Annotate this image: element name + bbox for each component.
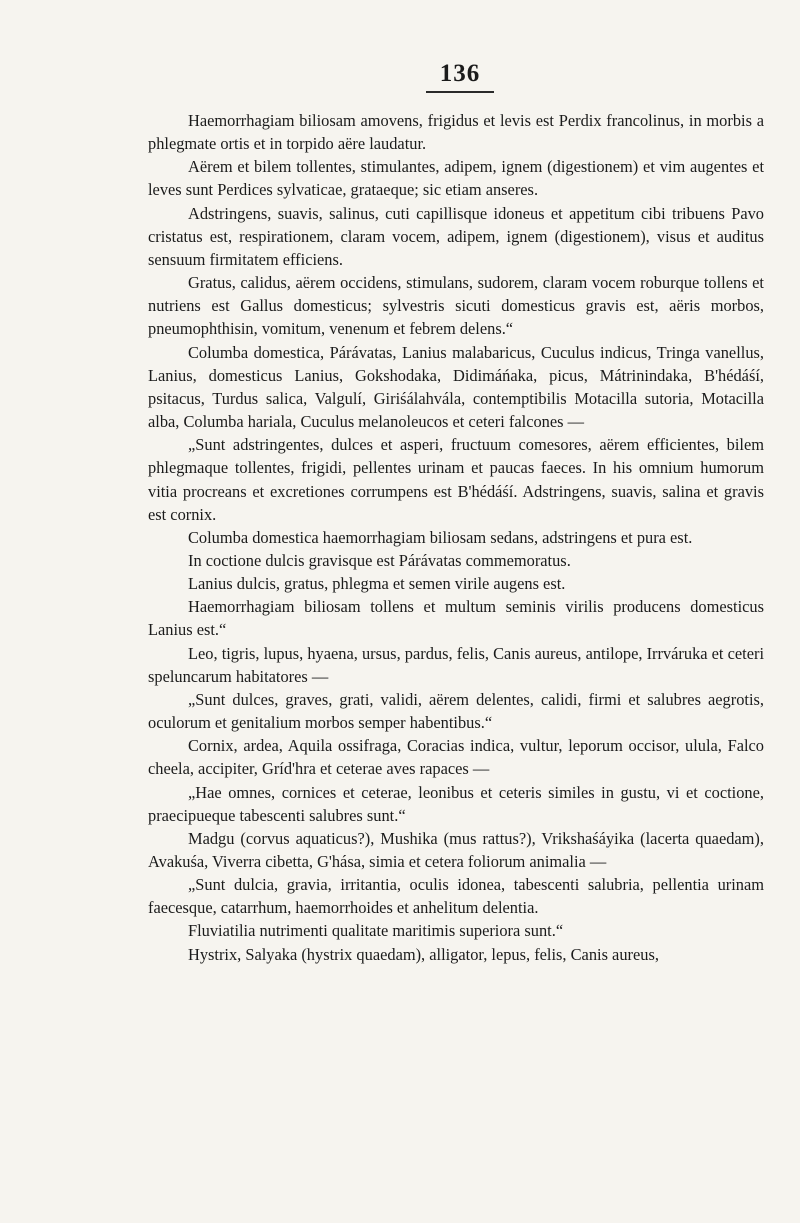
paragraph: Cornix, ardea, Aquila ossifraga, Coracias indica, vultur, leporum occisor, ulula, Falco cheela, accipiter, Gríd'hra et ceterae aves rapaces — [148, 736, 764, 779]
paragraph: Adstringens, suavis, salinus, cuti capillisque idoneus et appetitum cibi tribuens Pavo cristatus est, respirationem, claram vocem, adipem, ignem (digestionem), visus et auditus sensuum firmitatem efficiens. [148, 203, 764, 269]
paragraph: Columba domestica haemorrhagiam biliosam sedans, adstringens et pura est. [188, 527, 693, 547]
paragraph: „Hae omnes, cornices et ceterae, leonibus et ceteris similes in gustu, vi et coctione, praecipueque tabescenti salubres sunt.“ [148, 782, 764, 825]
paragraph: Lanius dulcis, gratus, phlegma et semen virile augens est. [188, 574, 566, 594]
paragraph: In coctione dulcis gravisque est Párávatas commemoratus. [188, 550, 571, 570]
paragraph: „Sunt dulcia, gravia, irritantia, oculis idonea, tabescenti salubria, pellentia urinam faecesque, catarrhum, haemorrhoides et anhelitum delentia. [148, 875, 764, 918]
paragraph: „Sunt adstringentes, dulces et asperi, fructuum comesores, aërem efficientes, bilem phlegmaque tollentes, frigidi, pellentes urinam et paucas faeces. In his omnium humorum vitia procreans et excretiones corrumpens est B'hédáśí. Adstringens, suavis, salina et gravis est cornix. [148, 435, 764, 524]
paragraph: Columba domestica, Párávatas, Lanius malabaricus, Cuculus indicus, Tringa vanellus, Lanius, domesticus Lanius, Gokshodaka, Didimáńaka, picus, Mátrinindaka, B'hédáśí, psitacus, Turdus salica, Valgulí, Giriśálahvála, contemptibilis Motacilla sutoria, Motacilla alba, Columba hariala, Cuculus melanoleucos et ceteri falcones — [148, 342, 764, 432]
paragraph: Fluviatilia nutrimenti qualitate maritimis superiora sunt.“ [188, 921, 564, 941]
paragraph: „Sunt dulces, graves, grati, validi, aërem delentes, calidi, firmi et salubres aegrotis, oculorum et genitalium morbos semper habentibus.“ [148, 689, 764, 733]
body-text [148, 109, 764, 966]
paragraph: Madgu (corvus aquaticus?), Mushika (mus rattus?), Vrikshaśáyika (lacerta quaedam), Avakuśa, Viverra cibetta, G'hása, simia et cetera foliorum animalia — [148, 828, 764, 871]
paragraph: Leo, tigris, lupus, hyaena, ursus, pardus, felis, Canis aureus, antilope, Irrváruka et ceteri speluncarum habitatores — [148, 643, 764, 686]
paragraph: Haemorrhagiam biliosam amovens, frigidus et levis est Perdix francolinus, in morbis a phlegmate ortis et in torpido aëre laudatur. [148, 111, 764, 154]
paragraph: Hystrix, Salyaka (hystrix quaedam), alligator, lepus, felis, Canis aureus, [188, 944, 659, 964]
page-number: 136 [439, 60, 481, 87]
paragraph: Haemorrhagiam biliosam tollens et multum seminis virilis producens domesticus Lanius est.“ [148, 597, 764, 640]
page-number-rule [426, 91, 494, 93]
paragraph: Gratus, calidus, aërem occidens, stimulans, sudorem, claram vocem roburque tollens et nutriens est Gallus domesticus; sylvestris sicuti domesticus gravis est, aëris morbos, pneumophthisin, vomitum, venenum et febrem delens.“ [148, 273, 764, 339]
paragraph: Aërem et bilem tollentes, stimulantes, adipem, ignem (digestionem) et vim augentes et leves sunt Perdices sylvaticae, grataeque; sic etiam anseres. [148, 157, 764, 200]
